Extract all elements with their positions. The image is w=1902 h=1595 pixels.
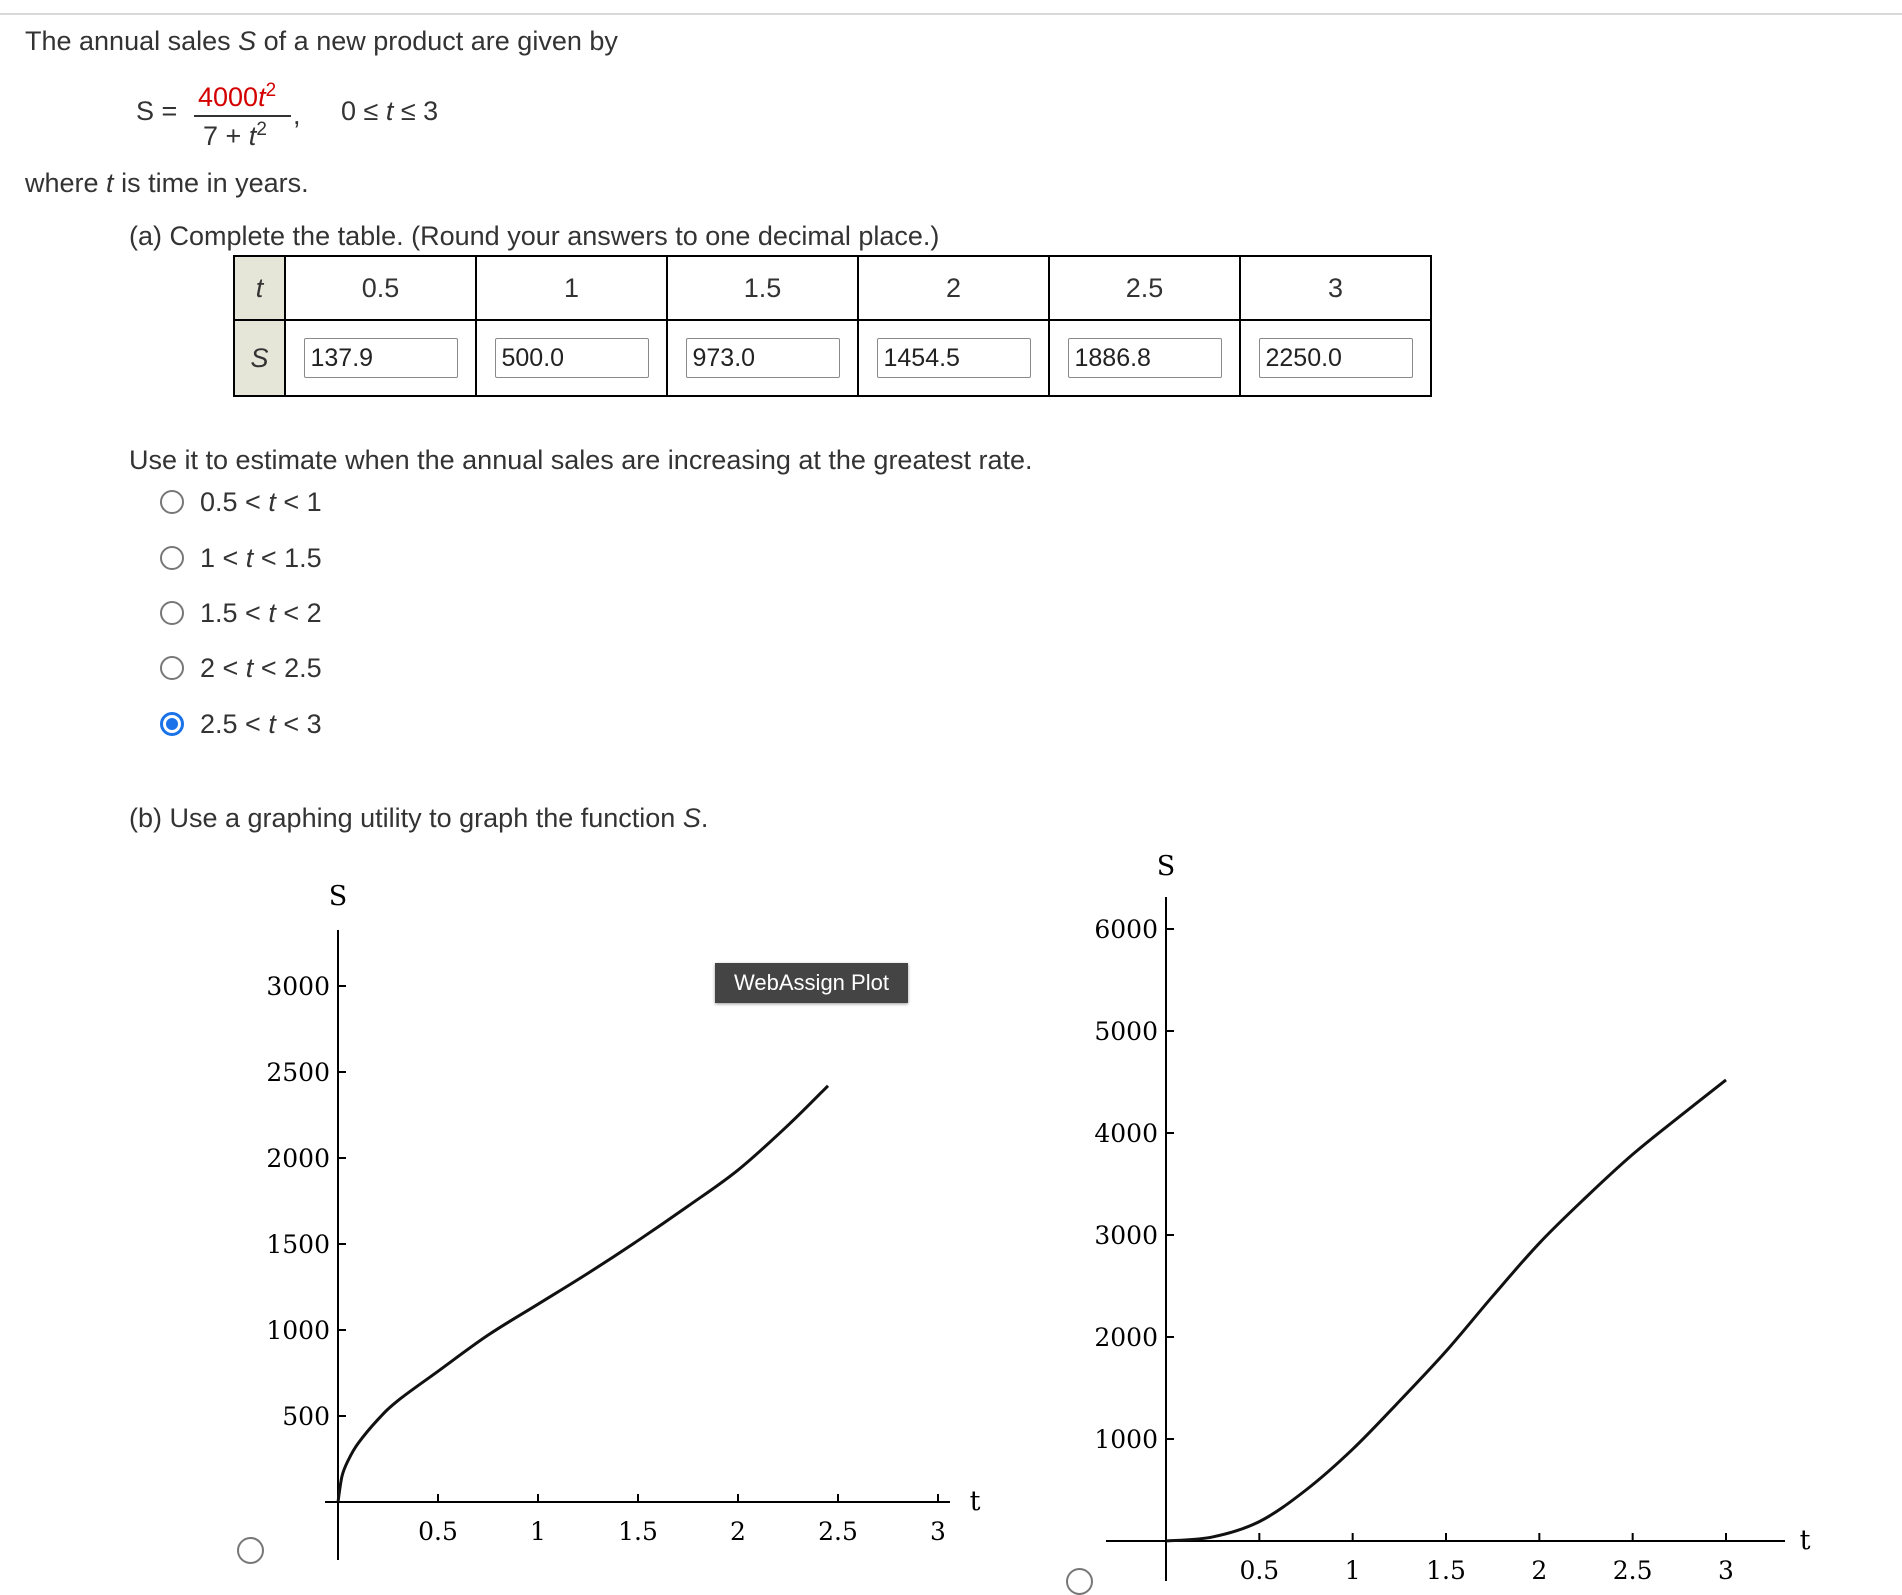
x-tick-label: 1 bbox=[530, 1517, 546, 1546]
part-b-before: (b) Use a graphing utility to graph the function bbox=[129, 803, 683, 833]
x-tick-label: 3 bbox=[930, 1517, 946, 1546]
x-tick-label: 0.5 bbox=[418, 1517, 458, 1546]
y-tick-label: 1000 bbox=[1094, 1425, 1158, 1454]
row-s-label bbox=[234, 320, 285, 396]
option-label: 2.5 < t < 3 bbox=[200, 708, 322, 739]
part-b-prompt bbox=[129, 803, 708, 834]
formula-comma: , bbox=[293, 100, 301, 130]
s-cell bbox=[476, 320, 667, 396]
formula-lhs: S = bbox=[136, 96, 178, 126]
top-divider bbox=[0, 13, 1902, 15]
domain-hi: ≤ 3 bbox=[393, 96, 439, 126]
y-tick-label: 500 bbox=[282, 1402, 330, 1431]
numerator-exponent: 2 bbox=[265, 80, 277, 101]
radio-button-checked[interactable] bbox=[160, 712, 184, 736]
y-tick-label: 2000 bbox=[266, 1144, 330, 1173]
part-b-var-s: S bbox=[682, 803, 701, 833]
t-label: t bbox=[255, 272, 264, 303]
denominator-exponent: 2 bbox=[256, 119, 267, 140]
radio-button[interactable] bbox=[160, 601, 184, 625]
where-text bbox=[25, 168, 309, 199]
option-row[interactable] bbox=[160, 540, 322, 576]
table-row-t bbox=[234, 256, 1431, 320]
x-tick-label: 2 bbox=[1531, 1556, 1548, 1581]
intro-text bbox=[25, 26, 618, 57]
s-label: S bbox=[250, 342, 269, 373]
s-cell bbox=[1240, 320, 1431, 396]
option-row[interactable] bbox=[160, 595, 322, 631]
answer-input-s-1[interactable]: 500.0 bbox=[495, 338, 649, 378]
option-row[interactable] bbox=[160, 650, 322, 686]
function-curve bbox=[338, 1086, 828, 1502]
s-cell bbox=[667, 320, 858, 396]
where-before: where bbox=[25, 168, 107, 198]
option-label: 0.5 < t < 1 bbox=[200, 486, 322, 517]
s-cell bbox=[858, 320, 1049, 396]
graph-option-1-radio[interactable] bbox=[237, 1537, 264, 1564]
domain-var: t bbox=[385, 96, 394, 126]
t-value: 3 bbox=[1240, 256, 1431, 320]
y-tick-label: 5000 bbox=[1094, 1017, 1158, 1046]
x-tick-label: 3 bbox=[1718, 1556, 1734, 1581]
formula-domain bbox=[341, 96, 438, 127]
y-tick-label: 1000 bbox=[266, 1316, 330, 1345]
values-table bbox=[233, 255, 1432, 397]
formula-numerator bbox=[198, 80, 276, 113]
x-tick-label: 2.5 bbox=[818, 1517, 858, 1546]
t-value: 2.5 bbox=[1049, 256, 1240, 320]
part-b-after: . bbox=[700, 803, 709, 833]
radio-button[interactable] bbox=[160, 546, 184, 570]
y-tick-label: 3000 bbox=[266, 972, 330, 1001]
answer-input-s-2.5[interactable]: 1886.8 bbox=[1068, 338, 1222, 378]
row-t-label bbox=[234, 256, 285, 320]
t-value: 2 bbox=[858, 256, 1049, 320]
y-tick-label: 2000 bbox=[1094, 1323, 1158, 1352]
intro-after: of a new product are given by bbox=[256, 26, 618, 56]
option-label: 2 < t < 2.5 bbox=[200, 652, 322, 683]
x-tick-label: 1.5 bbox=[618, 1517, 658, 1546]
y-tick-label: 3000 bbox=[1094, 1221, 1158, 1250]
option-label: 1 < t < 1.5 bbox=[200, 542, 322, 573]
y-axis-label: S bbox=[328, 881, 348, 912]
where-var-t: t bbox=[106, 168, 114, 198]
answer-input-s-1.5[interactable]: 973.0 bbox=[686, 338, 840, 378]
formula-denominator bbox=[203, 119, 267, 152]
where-after: is time in years. bbox=[113, 168, 309, 198]
t-value: 1 bbox=[476, 256, 667, 320]
radio-button[interactable] bbox=[160, 656, 184, 680]
graph-option-2 bbox=[1060, 845, 1902, 1581]
webassign-plot-tooltip: WebAssign Plot bbox=[715, 963, 908, 1003]
denominator-var: t bbox=[248, 121, 257, 151]
numerator-coefficient: 4000 bbox=[198, 82, 259, 112]
domain-lo: 0 ≤ bbox=[341, 96, 386, 126]
s-cell bbox=[1049, 320, 1240, 396]
x-tick-label: 0.5 bbox=[1239, 1556, 1280, 1581]
x-tick-label: 2 bbox=[730, 1517, 746, 1546]
denominator-const: 7 + bbox=[203, 121, 249, 151]
y-axis-label: S bbox=[1156, 851, 1176, 882]
option-row-selected[interactable] bbox=[160, 706, 322, 742]
numerator-var: t bbox=[258, 82, 266, 112]
table-row-s bbox=[234, 320, 1431, 396]
radio-button[interactable] bbox=[160, 490, 184, 514]
x-axis-label: t bbox=[969, 1486, 981, 1517]
option-row[interactable] bbox=[160, 484, 322, 520]
x-tick-label: 1 bbox=[1344, 1556, 1361, 1581]
y-tick-label: 1500 bbox=[266, 1230, 330, 1259]
answer-input-s-2[interactable]: 1454.5 bbox=[877, 338, 1031, 378]
t-value: 0.5 bbox=[285, 256, 476, 320]
option-label: 1.5 < t < 2 bbox=[200, 597, 322, 628]
estimate-prompt: Use it to estimate when the annual sales are increasing at the greatest rate. bbox=[129, 445, 1033, 475]
x-tick-label: 2.5 bbox=[1612, 1556, 1653, 1581]
part-a-prompt: (a) Complete the table. (Round your answers to one decimal place.) bbox=[129, 221, 940, 251]
x-tick-label: 1.5 bbox=[1426, 1556, 1466, 1581]
s-cell bbox=[285, 320, 476, 396]
answer-input-s-0.5[interactable]: 137.9 bbox=[304, 338, 458, 378]
intro-var-s: S bbox=[238, 26, 257, 56]
t-value: 1.5 bbox=[667, 256, 858, 320]
function-curve bbox=[1166, 1080, 1726, 1541]
graph-option-2-radio[interactable] bbox=[1066, 1568, 1093, 1595]
x-axis-label: t bbox=[1799, 1525, 1811, 1556]
fraction-bar bbox=[194, 115, 291, 117]
intro-before: The annual sales bbox=[25, 26, 239, 56]
y-tick-label: 2500 bbox=[266, 1058, 330, 1087]
y-tick-label: 4000 bbox=[1094, 1119, 1158, 1148]
answer-input-s-3[interactable]: 2250.0 bbox=[1259, 338, 1413, 378]
y-tick-label: 6000 bbox=[1094, 915, 1158, 944]
